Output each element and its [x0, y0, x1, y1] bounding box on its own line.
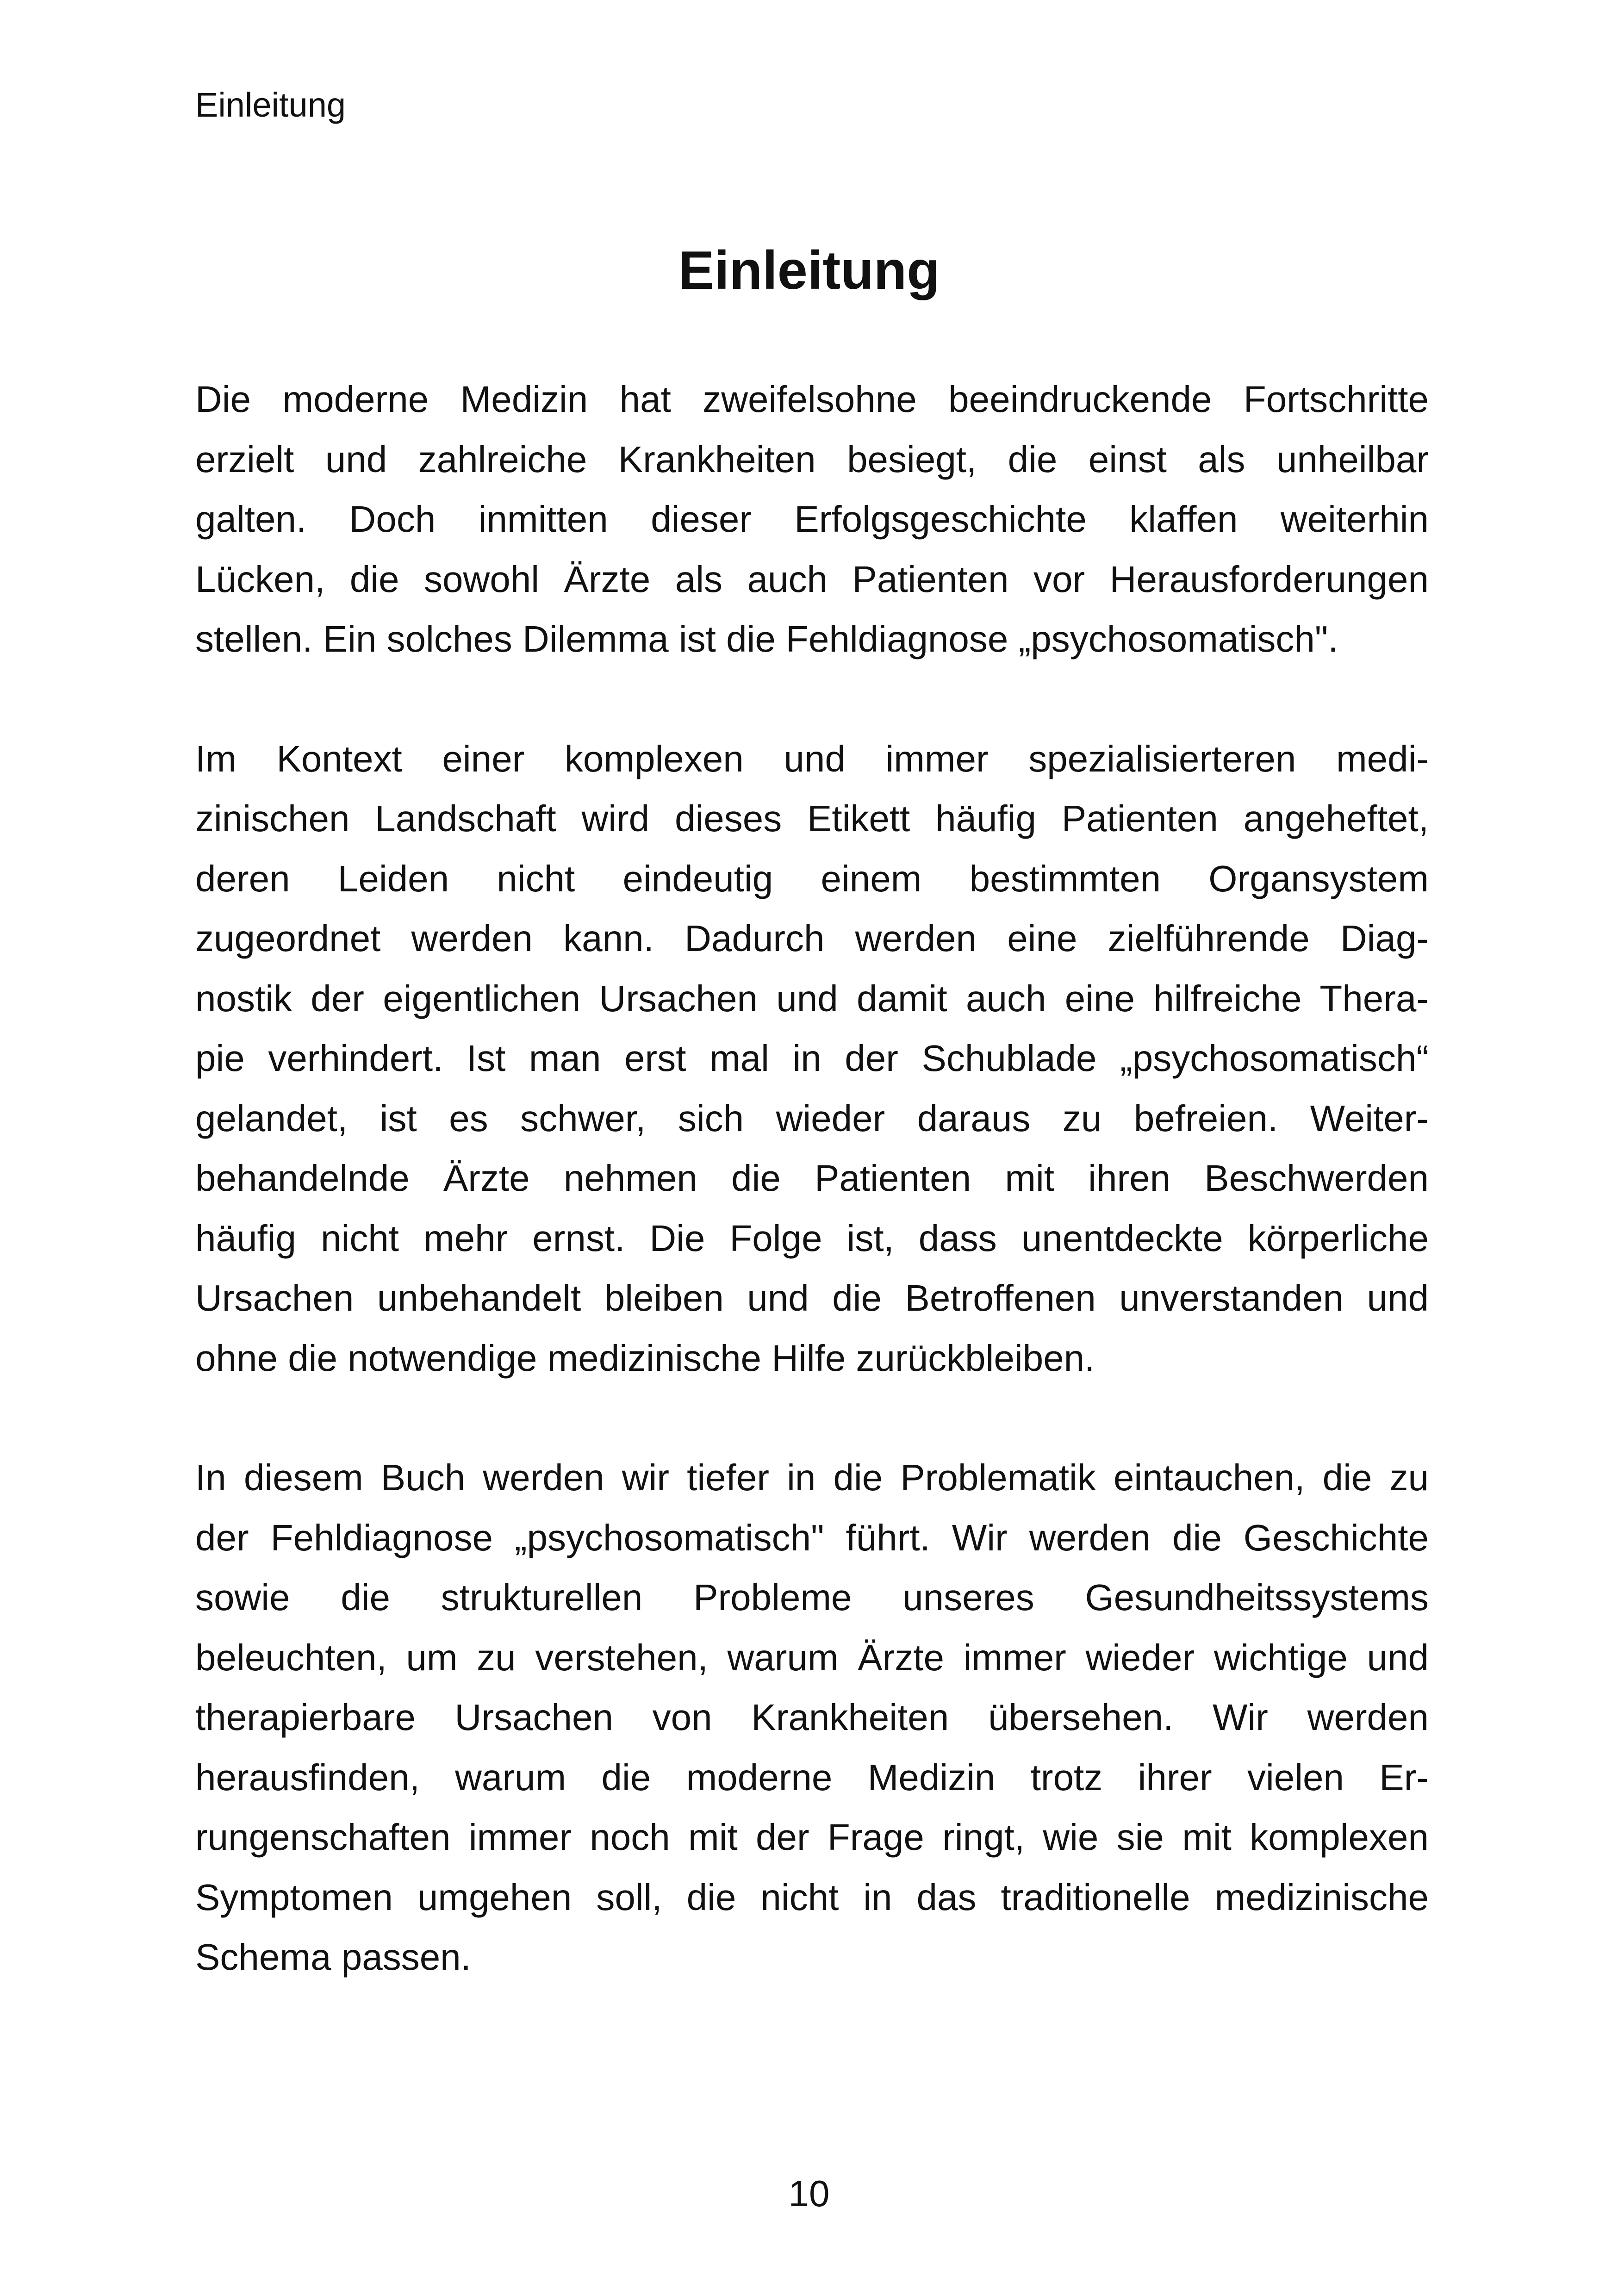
page-title: Einleitung [678, 240, 940, 300]
text-line: Schema passen. [195, 1936, 471, 1978]
text-line: galten. Doch inmitten dieser Erfolgsgeschichte klaffen weiterhin [195, 498, 1429, 540]
text-line: sowie die strukturellen Probleme unseres Gesundheitssystems [195, 1577, 1429, 1618]
text-line: Symptomen umgehen soll, die nicht in das traditionelle medizinische [195, 1876, 1429, 1918]
text-line: pie verhindert. Ist man erst mal in der Schublade „psychosomatisch“ [195, 1038, 1429, 1079]
paragraph-2 [195, 729, 1429, 1388]
paragraph-1 [195, 369, 1429, 669]
paragraph-3 [195, 1448, 1429, 1987]
text-line: gelandet, ist es schwer, sich wieder daraus zu befreien. Weiter- [195, 1097, 1429, 1139]
text-line: beleuchten, um zu verstehen, warum Ärzte immer wieder wichtige und [195, 1636, 1429, 1678]
running-header: Einleitung [195, 86, 346, 124]
text-line: der Fehldiagnose „psychosomatisch" führt. Wir werden die Geschichte [195, 1517, 1429, 1558]
body-text [195, 369, 1429, 2047]
text-line: rungenschaften immer noch mit der Frage ringt, wie sie mit komplexen [195, 1817, 1429, 1858]
text-line: Ursachen unbehandelt bleiben und die Betroffenen unverstanden und [195, 1277, 1429, 1319]
text-line: erzielt und zahlreiche Krankheiten besiegt, die einst als unheilbar [195, 438, 1429, 480]
text-line: stellen. Ein solches Dilemma ist die Fehldiagnose „psychosomatisch". [195, 618, 1338, 660]
text-line: behandelnde Ärzte nehmen die Patienten mit ihren Beschwerden [195, 1157, 1429, 1199]
text-line: In diesem Buch werden wir tiefer in die Problematik eintauchen, die zu [195, 1457, 1429, 1498]
text-line: Die moderne Medizin hat zweifelsohne beeindruckende Fortschritte [195, 379, 1429, 420]
text-line: herausfinden, warum die moderne Medizin trotz ihrer vielen Er- [195, 1756, 1429, 1798]
text-line: deren Leiden nicht eindeutig einem bestimmten Organsystem [195, 858, 1429, 899]
text-line: Lücken, die sowohl Ärzte als auch Patienten vor Herausforderungen [195, 558, 1429, 600]
text-line: nostik der eigentlichen Ursachen und damit auch eine hilfreiche Thera- [195, 977, 1429, 1019]
page-number: 10 [788, 2173, 830, 2214]
text-line: häufig nicht mehr ernst. Die Folge ist, dass unentdeckte körperliche [195, 1217, 1429, 1259]
text-line: Im Kontext einer komplexen und immer spezialisierteren medi- [195, 738, 1429, 779]
text-line: ohne die notwendige medizinische Hilfe zurückbleiben. [195, 1337, 1095, 1379]
text-line: therapierbare Ursachen von Krankheiten übersehen. Wir werden [195, 1697, 1429, 1738]
text-line: zugeordnet werden kann. Dadurch werden eine zielführende Diag- [195, 918, 1429, 959]
text-line: zinischen Landschaft wird dieses Etikett häufig Patienten angeheftet, [195, 798, 1429, 839]
